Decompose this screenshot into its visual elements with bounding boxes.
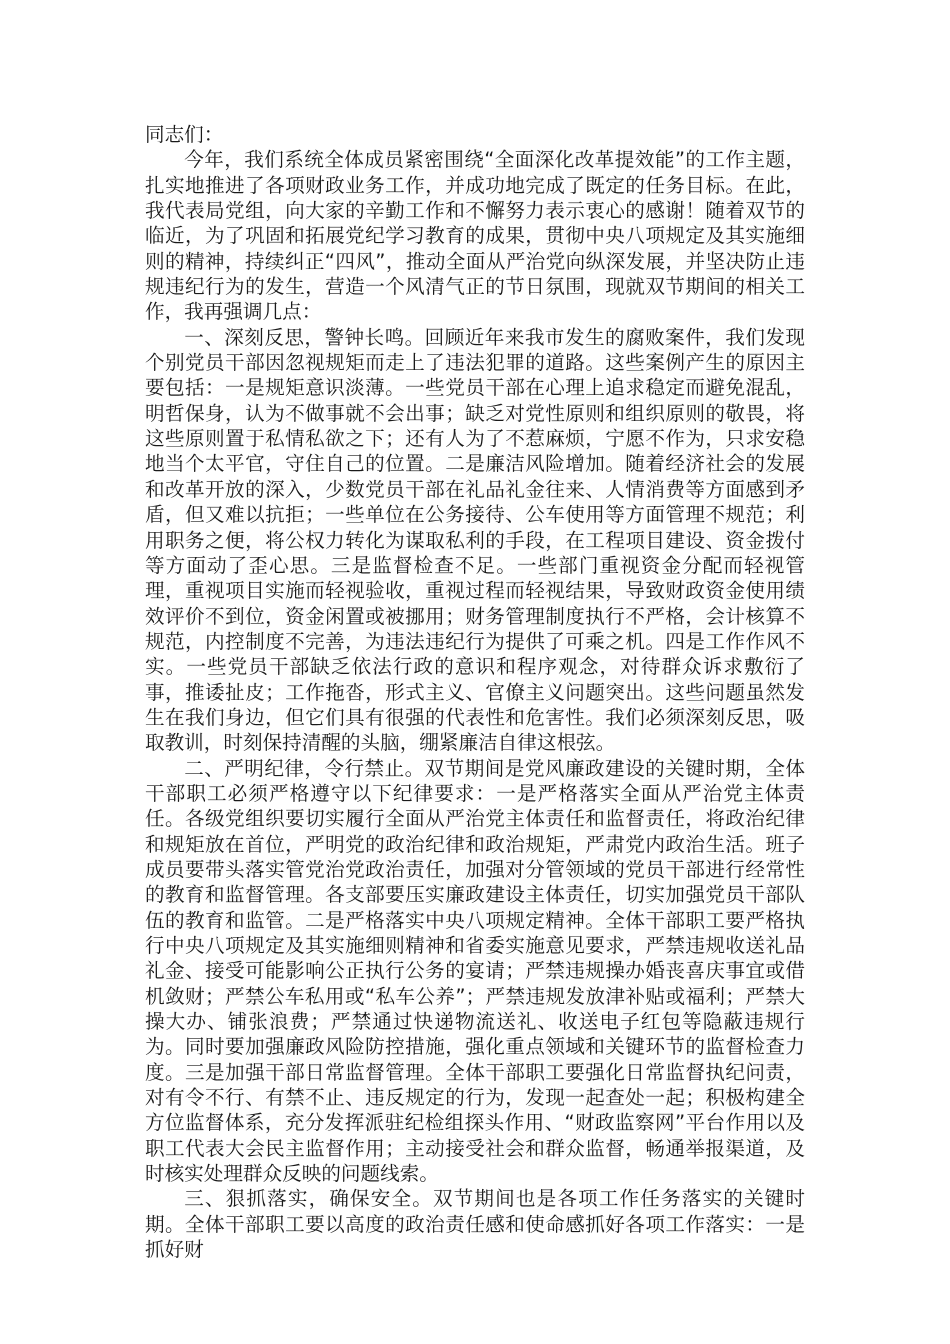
section-1-paragraph: 一、深刻反思，警钟长鸣。回顾近年来我市发生的腐败案件，我们发现个别党员干部因忽视规矩而走上了违法犯罪的道路。这些案例产生的原因主要包括：一是规矩意识淡薄。一些党员干部在心理上追求稳定而避免混乱，明哲保身，认为不做事就不会出事；缺乏对党性原则和组织原则的敬畏，将这些原则置于私情私欲之下；还有人为了不惹麻烦，宁愿不作为，只求安稳地当个太平官，守住自己的位置。二是廉洁风险增加。随着经济社会的发展和改革开放的深入，少数党员干部在礼品礼金往来、人情消费等方面感到矛盾，但又难以抗拒；一些单位在公务接待、公车使用等方面管理不规范；利用职务之便，将公权力转化为谋取私利的手段，在工程项目建设、资金拨付等方面动了歪心思。三是监督检查不足。一些部门重视资金分配而轻视管理，重视项目实施而轻视验收，重视过程而轻视结果，导致财政资金使用绩效评价不到位，资金闲置或被挪用；财务管理制度执行不严格，会计核算不规范，内控制度不完善，为违法违纪行为提供了可乘之机。四是工作作风不实。一些党员干部缺乏依法行政的意识和程序观念，对待群众诉求敷衍了事，推诿扯皮；工作拖沓，形式主义、官僚主义问题突出。这些问题虽然发生在我们身边，但它们具有很强的代表性和危害性。我们必须深刻反思，吸取教训，时刻保持清醒的头脑，绷紧廉洁自律这根弦。	[145, 325, 805, 755]
section-3-paragraph: 三、狠抓落实，确保安全。双节期间也是各项工作任务落实的关键时期。全体干部职工要以高度的政治责任感和使命感抓好各项工作落实：一是抓好财	[145, 1187, 805, 1262]
intro-paragraph: 今年，我们系统全体成员紧密围绕“全面深化改革提效能”的工作主题，扎实地推进了各项财政业务工作，并成功地完成了既定的任务目标。在此，我代表局党组，向大家的辛勤工作和不懈努力表示衷心的感谢！随着双节的临近，为了巩固和拓展党纪学习教育的成果，贯彻中央八项规定及其实施细则的精神，持续纠正“四风”，推动全面从严治党向纵深发展，并坚决防止违规违纪行为的发生，营造一个风清气正的节日氛围，现就双节期间的相关工作，我再强调几点：	[145, 148, 805, 324]
section-2-paragraph: 二、严明纪律，令行禁止。双节期间是党风廉政建设的关键时期，全体干部职工必须严格遵守以下纪律要求：一是严格落实全面从严治党主体责任。各级党组织要切实履行全面从严治党主体责任和监督责任，将政治纪律和规矩放在首位，严明党的政治纪律和政治规矩，严肃党内政治生活。班子成员要带头落实管党治党政治责任，加强对分管领域的党员干部进行经常性的教育和监督管理。各支部要压实廉政建设主体责任，切实加强党员干部队伍的教育和监管。二是严格落实中央八项规定精神。全体干部职工要严格执行中央八项规定及其实施细则精神和省委实施意见要求，严禁违规收送礼品礼金、接受可能影响公正执行公务的宴请；严禁违规操办婚丧喜庆事宜或借机敛财；严禁公车私用或“私车公养”；严禁违规发放津补贴或福利；严禁大操大办、铺张浪费；严禁通过快递物流送礼、收送电子红包等隐蔽违规行为。同时要加强廉政风险防控措施，强化重点领域和关键环节的监督检查力度。三是加强干部日常监督管理。全体干部职工要强化日常监督执纪问责，对有令不行、有禁不止、违反规定的行为，发现一起查处一起；积极构建全方位监督体系，充分发挥派驻纪检组探头作用、“财政监察网”平台作用以及职工代表大会民主监督作用；主动接受社会和群众监督，畅通举报渠道，及时核实处理群众反映的问题线索。	[145, 756, 805, 1186]
greeting: 同志们：	[145, 123, 224, 146]
document-body	[145, 122, 805, 1262]
